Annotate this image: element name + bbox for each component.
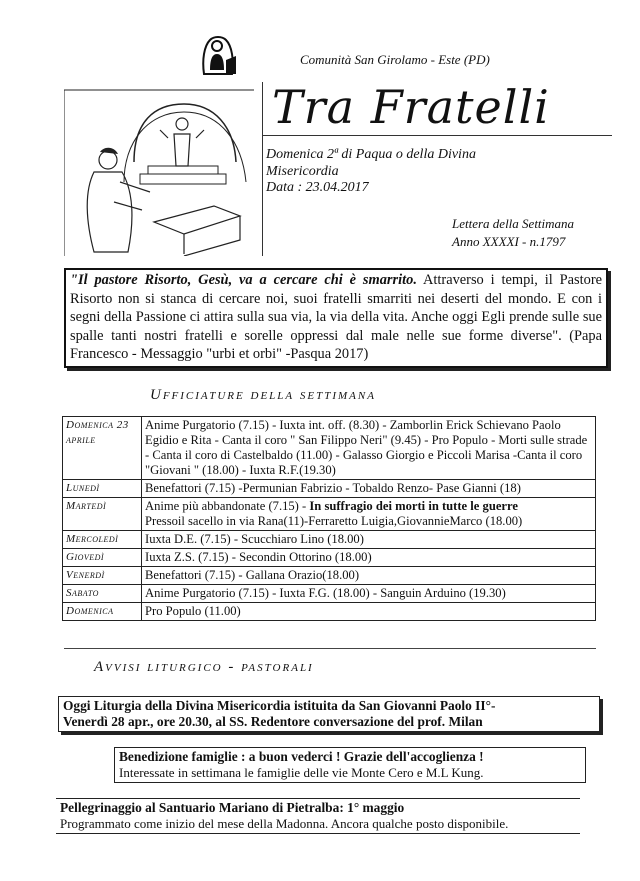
schedule-row <box>63 498 596 531</box>
newsletter-title: Tra Fratelli <box>272 80 550 134</box>
header-frame-divider <box>262 82 263 256</box>
parish-logo-icon <box>196 30 238 78</box>
schedule-intentions <box>142 567 596 585</box>
schedule-day: Martedì <box>63 498 142 531</box>
notice-divine-mercy <box>58 696 600 732</box>
notice2-heading: Benedizione famiglie : a buon vederci ! Grazie dell'accoglienza ! <box>119 749 484 764</box>
schedule-row <box>63 549 596 567</box>
schedule-row <box>63 480 596 498</box>
issue-number: Anno XXXXI - n.1797 <box>452 234 566 249</box>
schedule-text: Benefattori (7.15) - Gallana Orazio(18.00) <box>145 568 360 582</box>
schedule-text: Iuxta D.E. (7.15) - Scucchiaro Lino (18.00) <box>145 532 364 546</box>
notice3-heading: Pellegrinaggio al Santuario Mariano di Pietralba: 1° maggio <box>60 800 405 815</box>
notices-title: Avvisi liturgico - pastorali <box>94 659 314 675</box>
schedule-day: Venerdì <box>63 567 142 585</box>
weekly-letter-label: Lettera della Settimana <box>452 216 575 231</box>
schedule-row <box>63 531 596 549</box>
risen-christ-illustration-icon <box>64 82 254 256</box>
schedule-highlight: In suffragio dei morti in tutte le guerre <box>309 499 518 513</box>
schedule-text: Iuxta Z.S. (7.15) - Secondin Ottorino (18.00) <box>145 550 372 564</box>
schedule-day: Mercoledì <box>63 531 142 549</box>
notice-pilgrimage <box>56 798 580 834</box>
notice1-line2: Venerdì 28 apr., ore 20.30, al SS. Redentore conversazione del prof. Milan <box>63 714 483 729</box>
schedule-day: Giovedì <box>63 549 142 567</box>
schedule-row <box>63 567 596 585</box>
schedule-intentions <box>142 480 596 498</box>
quote-body: Attraverso i tempi, il Pastore Risorto non si stanca di cercare noi, suoi fratelli smarriti nei deserti del mondo. E con i segni della Passione ci attira sulla sua via, la via della vita. Anche oggi Egli prende sulle sue spalle tanti nostri fratelli e sorelle oppressi dal male nelle sue forme diverse". (Papa Francesco - Messaggio "urbi et orbi" -Pasqua 2017) <box>70 272 602 362</box>
section-divider <box>64 648 596 649</box>
schedule-text: Anime più abbandonate (7.15) - <box>145 499 307 513</box>
schedule-text: Benefattori (7.15) -Permunian Fabrizio - Tobaldo Renzo- Pase Gianni (18) <box>145 481 521 495</box>
notice-family-blessing <box>114 747 586 783</box>
schedule-intentions <box>142 603 596 621</box>
notice1-line1: Oggi Liturgia della Divina Misericordia istituita da San Giovanni Paolo II°- <box>63 698 496 713</box>
schedule-intentions <box>142 417 596 480</box>
quote-lead: "Il pastore Risorto, Gesù, va a cercare chi è smarrito. <box>70 272 417 288</box>
schedule-intentions <box>142 531 596 549</box>
mass-schedule-table <box>62 416 596 621</box>
schedule-text-continued: Pressoil sacello in via Rana(11)-Ferraretto Luigia,GiovannieMarco (18.00) <box>145 514 523 528</box>
community-name: Comunità San Girolamo - Este (PD) <box>300 52 490 67</box>
schedule-row <box>63 603 596 621</box>
schedule-text: Anime Purgatorio (7.15) - Iuxta F.G. (18.00) - Sanguin Arduino (19.30) <box>145 586 506 600</box>
schedule-text: Pro Populo (11.00) <box>145 604 241 618</box>
pope-quote-box <box>64 268 608 368</box>
schedule-title: Ufficiature della settimana <box>150 387 376 403</box>
schedule-day: Domenica 23 aprile <box>63 417 142 480</box>
schedule-day: Domenica <box>63 603 142 621</box>
schedule-day: Lunedì <box>63 480 142 498</box>
issue-date: Data : 23.04.2017 <box>266 180 369 195</box>
liturgical-day: Domenica 2ª di Paqua o della Divina Misericordia <box>266 147 476 179</box>
schedule-intentions <box>142 549 596 567</box>
schedule-row <box>63 417 596 480</box>
schedule-row <box>63 585 596 603</box>
title-rule <box>262 135 612 136</box>
schedule-intentions <box>142 585 596 603</box>
notice2-text: Interessate in settimana le famiglie delle vie Monte Cero e M.L Kung. <box>119 765 484 780</box>
notice3-text: Programmato come inizio del mese della Madonna. Ancora qualche posto disponibile. <box>60 816 509 831</box>
schedule-intentions <box>142 498 596 531</box>
schedule-day: Sabato <box>63 585 142 603</box>
schedule-text: Anime Purgatorio (7.15) - Iuxta int. off. (8.30) - Zamborlin Erick Schievano Paolo Egidio e Rita - Canta il coro " San Filippo Neri" (9.45) - Pro Populo - Morti sulle strade - Canta il coro di Castelbaldo (11.00) - Galasso Giorgio e Piccoli Marisa -Canta il coro "Giovani " (18.00) - Iuxta R.F.(19.30) <box>145 418 588 477</box>
